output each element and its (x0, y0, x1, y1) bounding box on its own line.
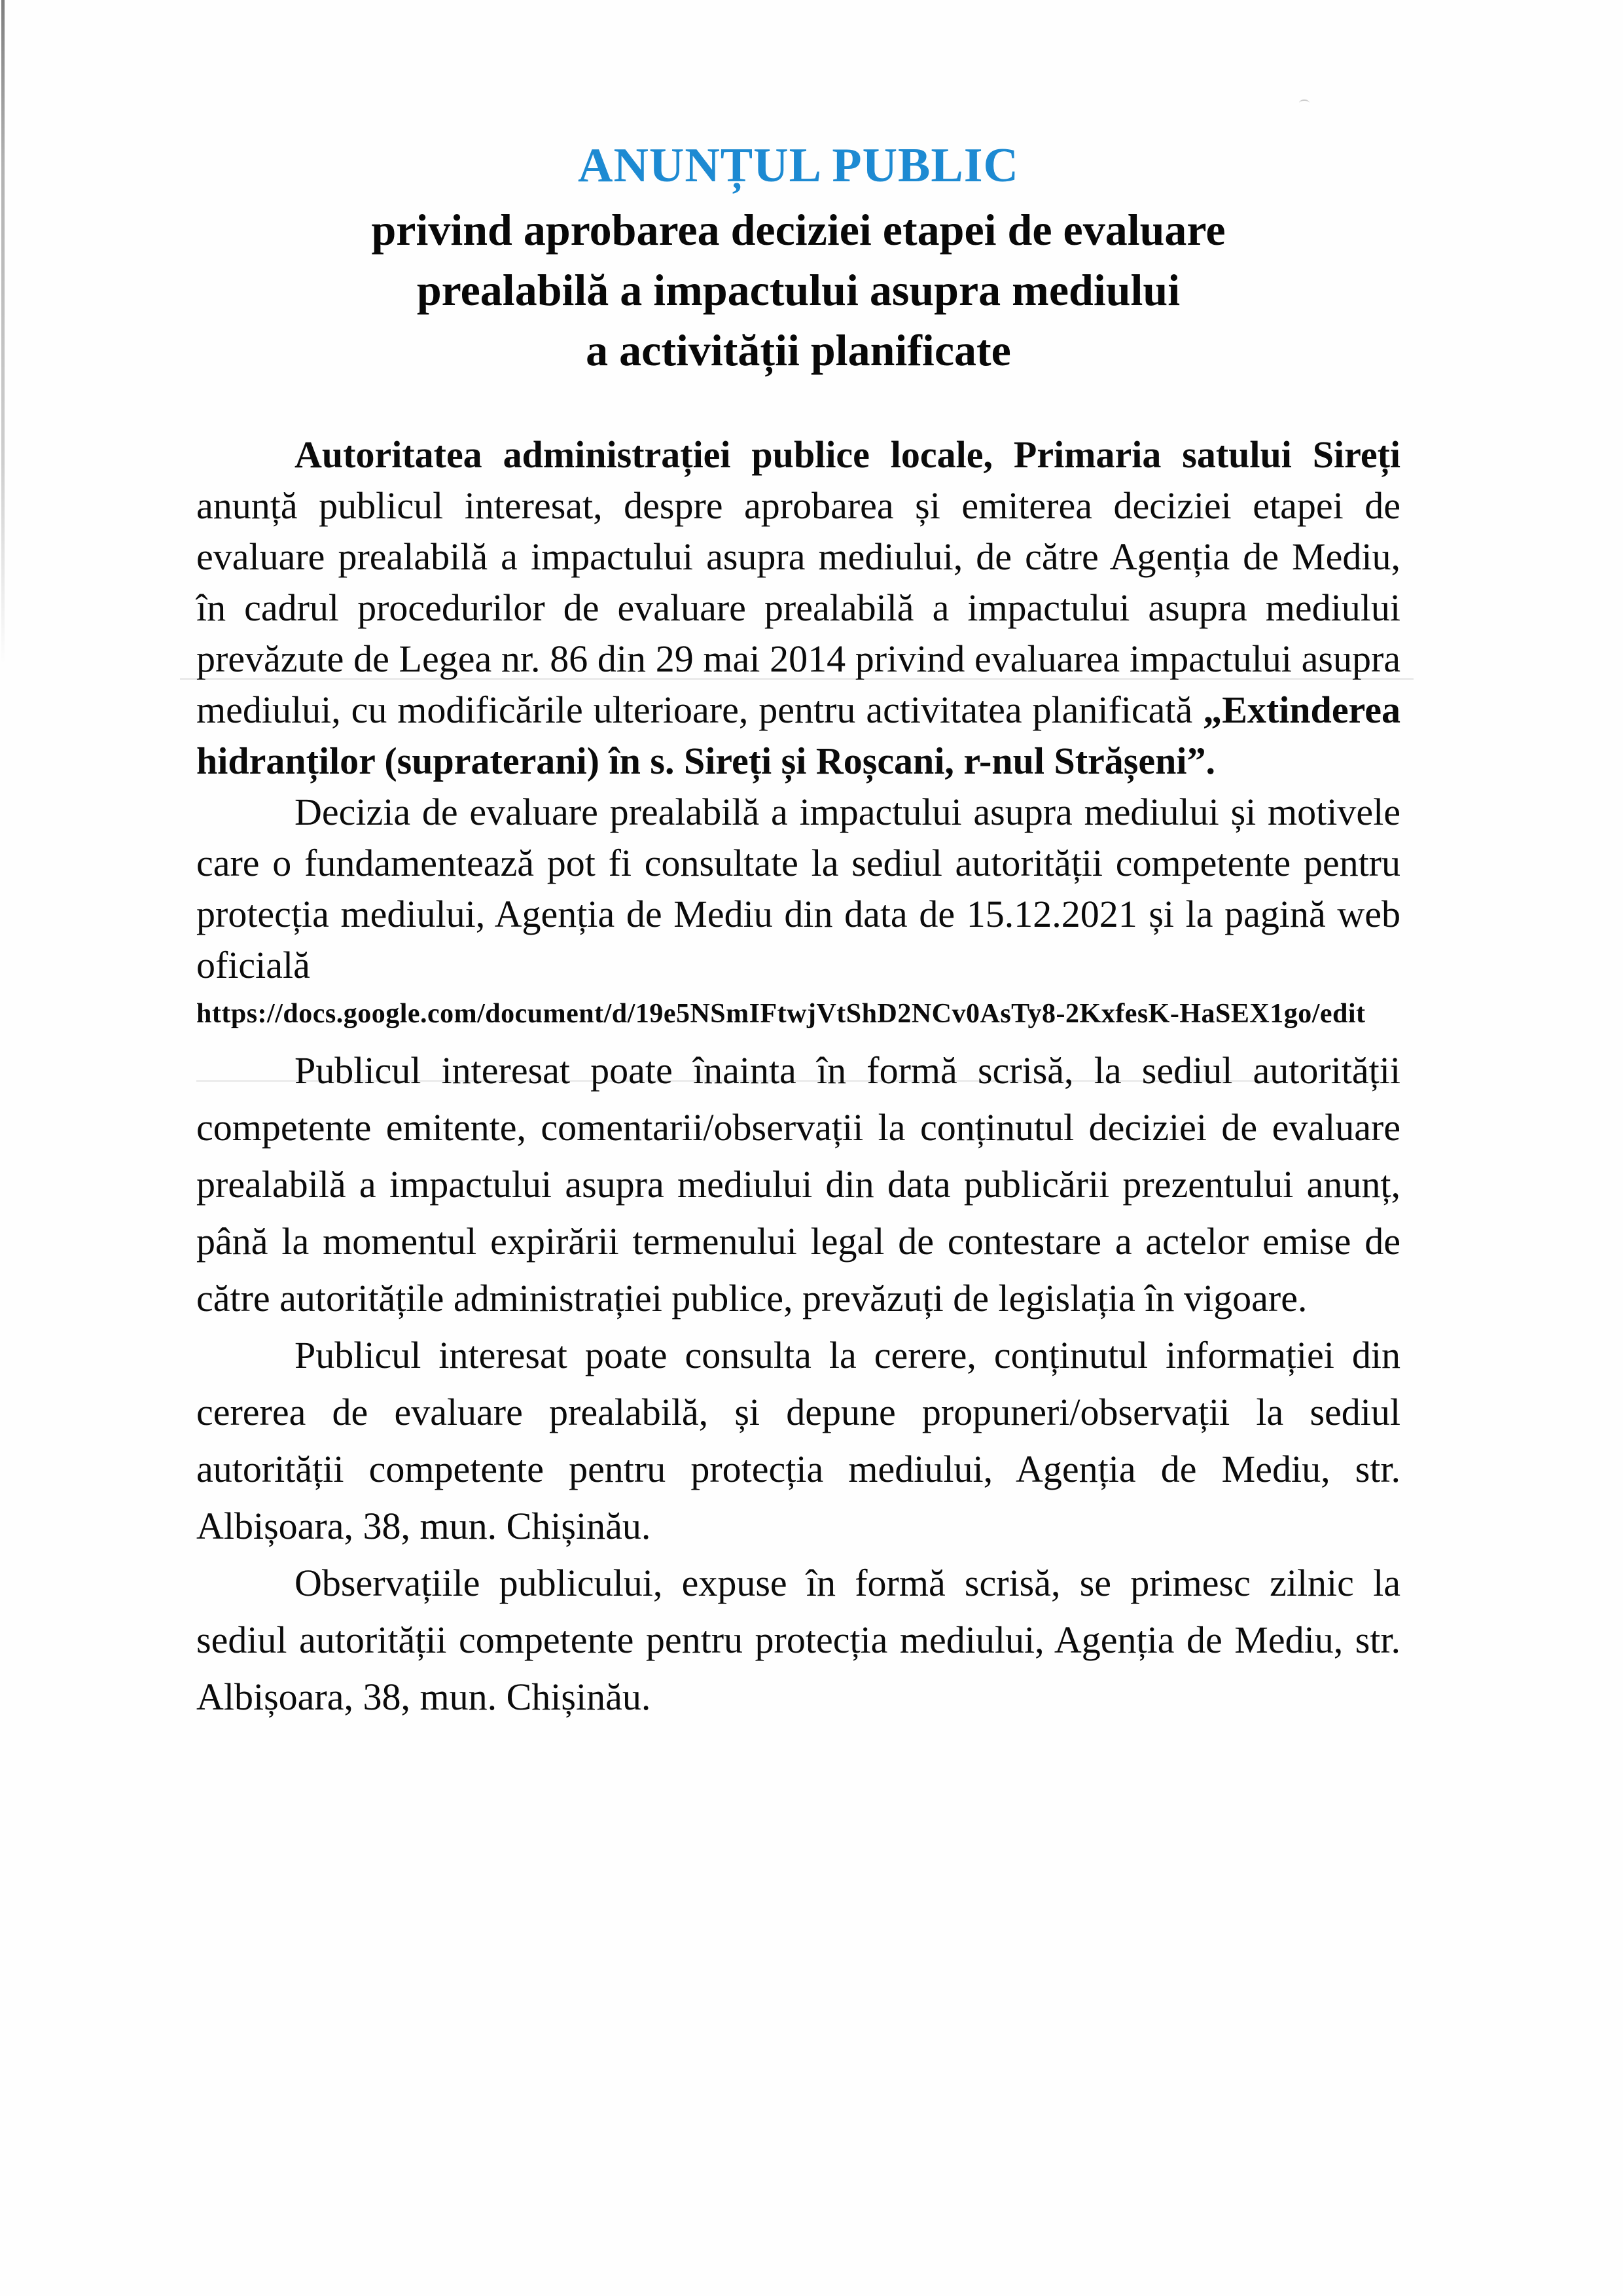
scan-artifact-left-edge-line (1, 0, 5, 664)
paragraph-public-comments: Publicul interesat poate înainta în formă scrisă, la sediul autorității competente emitente, comentarii/observații la conținutul deciziei de evaluare prealabilă a impactului asupra mediului din data publicării prezentului anunț, până la momentul expirării termenului legal de contestare a actelor emise de către autoritățile administrației publice, prevăzuți de legislația în vigoare. (196, 1049, 1400, 1319)
paragraph-decision-consult: Decizia de evaluare prealabilă a impactului asupra mediului și motivele care o fundamentează pot fi consultate la sediul autorității competente pentru protecția mediului, Agenția de Mediu din data de 15.12.2021 și la pagină web oficială (196, 791, 1400, 986)
paragraph-observations-daily: Observațiile publicului, expuse în formă scrisă, se primesc zilnic la sediul autorității competente pentru protecția mediului, Agenția de Mediu, str. Albișoara, 38, mun. Chișinău. (196, 1562, 1400, 1718)
subtitle-line-2: prealabilă a impactului asupra mediului (416, 265, 1181, 315)
document-subtitle (196, 200, 1400, 380)
paragraph-public-consult-request: Publicul interesat poate consulta la cerere, conținutul informației din cererea de evaluare prealabilă, și depune propuneri/observații la sediul autorității competente pentru protecția mediului, Agenția de Mediu, str. Albișoara, 38, mun. Chișinău. (196, 1334, 1400, 1547)
paragraph-announcement-project-name: „Extinderea hidranților (supraterani) în s. Sireți și Roșcani, r-nul Strășeni”. (196, 689, 1400, 782)
subtitle-line-3: a activității planificate (586, 325, 1011, 375)
document-content (196, 134, 1400, 1725)
paragraph-announcement (196, 429, 1400, 787)
paragraph-announcement-bold-lead: Autoritatea administrației publice locale, Primaria satului Sireți (294, 433, 1400, 476)
paragraph-announcement-text: anunță publicul interesat, despre aprobarea și emiterea deciziei etapei de evaluare prealabilă a impactului asupra mediului, de către Agenția de Mediu, în cadrul procedurilor de evaluare prealabilă a impactului asupra mediului prevăzute de Legea nr. 86 din 29 mai 2014 privind evaluarea impactului asupra mediului, cu modificările ulterioare, pentru activitatea planificată (196, 484, 1400, 731)
document-url: https://docs.google.com/document/d/19e5NSmIFtwjVtShD2NCv0AsTy8-2KxfesK-HaSEX1go/edit (196, 999, 1366, 1029)
scan-artifact-speck (1299, 99, 1310, 107)
subtitle-line-1: privind aprobarea deciziei etapei de evaluare (371, 205, 1226, 255)
document-title: ANUNȚUL PUBLIC (578, 139, 1019, 192)
